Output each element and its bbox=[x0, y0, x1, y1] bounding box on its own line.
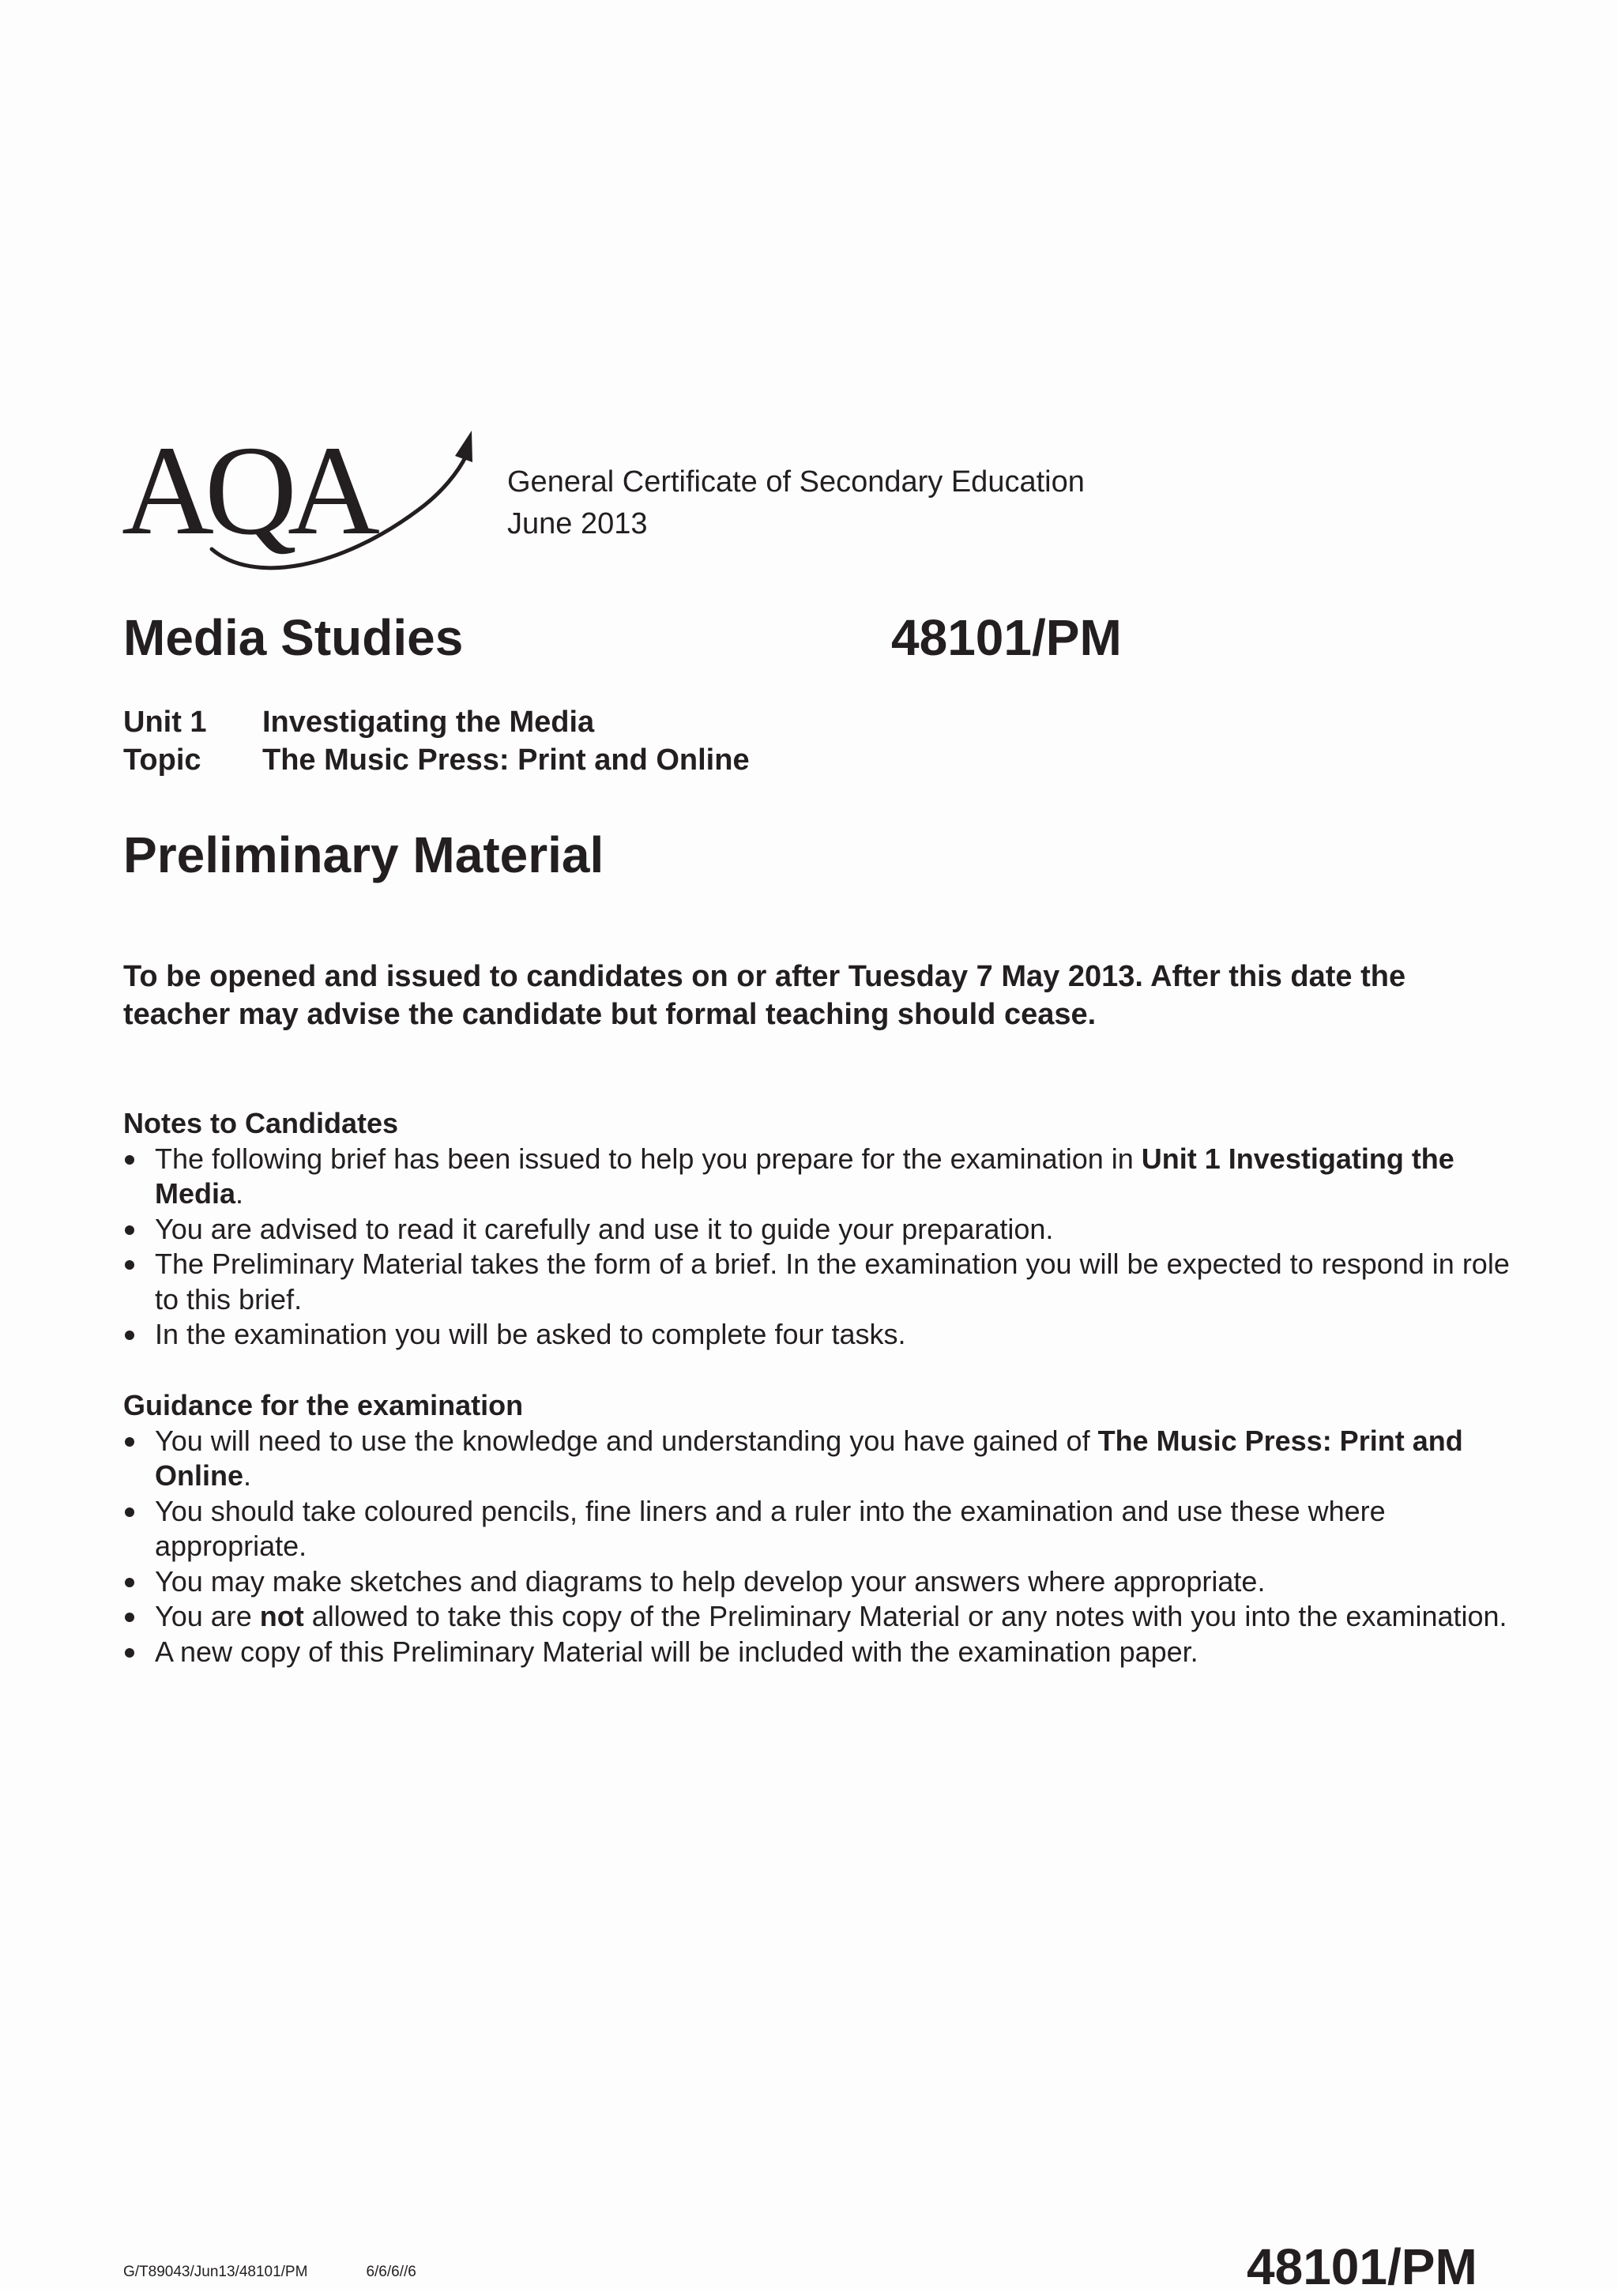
guidance-heading: Guidance for the examination bbox=[123, 1389, 524, 1421]
footer-paper-code: 48101/PM bbox=[1247, 2238, 1477, 2295]
paper-code: 48101/PM bbox=[891, 609, 1122, 666]
topic-label: Topic bbox=[123, 743, 201, 777]
unit-topic-block bbox=[123, 703, 750, 779]
unit-title: Investigating the Media bbox=[262, 706, 595, 739]
document-title: Preliminary Material bbox=[123, 826, 604, 883]
qualification-header bbox=[507, 461, 1085, 545]
print-code: 6/6/6//6 bbox=[366, 2264, 416, 2280]
bullet-icon bbox=[125, 1155, 134, 1165]
footer-reference bbox=[123, 2264, 416, 2281]
document-reference: G/T89043/Jun13/48101/PM bbox=[123, 2264, 308, 2280]
notes-list bbox=[123, 1142, 1514, 1353]
list-item: You are not allowed to take this copy of the Preliminary Material or any notes with you into the examination. bbox=[123, 1599, 1514, 1635]
list-item: A new copy of this Preliminary Material will be included with the examination paper. bbox=[123, 1635, 1514, 1670]
issue-notice: To be opened and issued to candidates on or after Tuesday 7 May 2013. After this date the teacher may advise the candidate but formal teaching should cease. bbox=[123, 960, 1406, 1031]
aqa-logo-lettering: AQA bbox=[122, 423, 371, 562]
list-item: The following brief has been issued to help you prepare for the examination in Unit 1 Investigating the Media. bbox=[123, 1142, 1514, 1212]
bullet-icon bbox=[125, 1225, 134, 1235]
exam-session: June 2013 bbox=[507, 507, 648, 540]
list-item: You will need to use the knowledge and understanding you have gained of The Music Press: Print and Online. bbox=[123, 1424, 1514, 1494]
bullet-icon bbox=[125, 1331, 134, 1340]
list-item: You should take coloured pencils, fine liners and a ruler into the examination and use these where appropriate. bbox=[123, 1494, 1514, 1564]
unit-label: Unit 1 bbox=[123, 706, 207, 739]
guidance-for-examination bbox=[123, 1388, 1514, 1669]
list-item: The Preliminary Material takes the form of a brief. In the examination you will be expected to respond in role to this brief. bbox=[123, 1247, 1514, 1317]
bullet-icon bbox=[125, 1507, 134, 1517]
notes-heading: Notes to Candidates bbox=[123, 1107, 399, 1139]
bullet-icon bbox=[125, 1578, 134, 1587]
list-item: You may make sketches and diagrams to help develop your answers where appropriate. bbox=[123, 1564, 1514, 1600]
list-item: You are advised to read it carefully and use it to guide your preparation. bbox=[123, 1212, 1514, 1248]
bullet-icon bbox=[125, 1437, 134, 1447]
guidance-list bbox=[123, 1424, 1514, 1670]
subject-title: Media Studies bbox=[123, 609, 464, 666]
qualification-name: General Certificate of Secondary Education bbox=[507, 465, 1085, 499]
aqa-logo bbox=[119, 423, 482, 581]
notes-to-candidates bbox=[123, 1106, 1514, 1353]
bullet-icon bbox=[125, 1260, 134, 1270]
topic-row bbox=[123, 741, 750, 779]
list-item: In the examination you will be asked to complete four tasks. bbox=[123, 1317, 1514, 1353]
bullet-icon bbox=[125, 1648, 134, 1658]
unit-row bbox=[123, 703, 750, 741]
bullet-icon bbox=[125, 1613, 134, 1622]
topic-title: The Music Press: Print and Online bbox=[262, 743, 750, 777]
